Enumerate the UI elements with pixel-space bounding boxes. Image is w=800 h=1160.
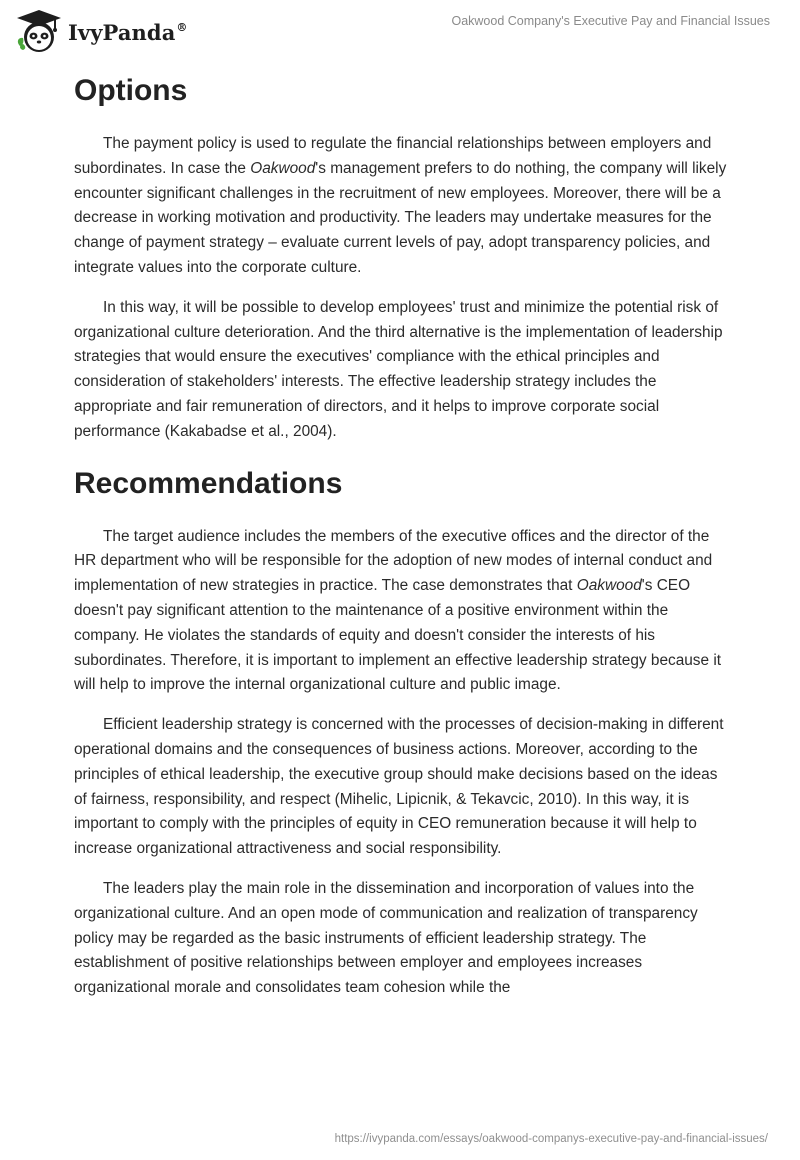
- company-name-emphasis: Oakwood: [250, 159, 316, 177]
- paragraph-text: 's management prefers to do nothing, the company will likely encounter significant challenges in the recruitment of new employees. Moreover, there will be a decrease in working motivation and productivity. The leaders may undertake measures for the change of payment strategy – evaluate current levels of pay, adopt transparency policies, and integrate values into the corporate culture.: [74, 159, 727, 276]
- paragraph-text: The target audience includes the members of the executive offices and the director of the HR department who will be responsible for the adoption of new modes of internal conduct and implementation of new strategies in practice. The case demonstrates that: [74, 527, 713, 595]
- document-title: Oakwood Company's Executive Pay and Financial Issues: [451, 14, 770, 28]
- recommendations-paragraph-1: [74, 525, 734, 699]
- ivypanda-logo[interactable]: [14, 8, 188, 54]
- essay-content: [74, 70, 734, 1016]
- options-paragraph-2: In this way, it will be possible to develop employees' trust and minimize the potential risk of organizational culture deterioration. And the third alternative is the implementation of leadership strategies that would ensure the executives' compliance with the ethical principles and consideration of stakeholders' interests. The effective leadership strategy includes the appropriate and fair remuneration of directors, and it helps to improve corporate social performance (Kakabadse et al., 2004).: [74, 298, 723, 440]
- section-heading-options: Options: [74, 74, 188, 107]
- logo-text: IvyPanda: [68, 19, 176, 45]
- paragraph-text: 's CEO doesn't pay significant attention to the maintenance of a positive environment within the company. He violates the standards of equity and doesn't consider the interests of his subordinates. Therefore, it is important to implement an effective leadership strategy because it will help to improve the internal organizational culture and public image.: [74, 577, 722, 694]
- registered-mark: ®: [176, 20, 188, 34]
- panda-graduate-icon: [14, 8, 64, 54]
- section-heading-recommendations: Recommendations: [74, 466, 343, 500]
- recommendations-paragraph-2: Efficient leadership strategy is concerned with the processes of decision-making in different operational domains and the consequences of business actions. Moreover, according to the principles of ethical leadership, the executive group should make decisions based on the ideas of fairness, responsibility, and respect (Mihelic, Lipicnik, & Tekavcic, 2010). In this way, it is important to comply with the principles of equity in CEO remuneration because it will help to increase organizational attractiveness and social responsibility.: [74, 716, 724, 858]
- page-header: [0, 0, 800, 60]
- recommendations-paragraph-3: The leaders play the main role in the dissemination and incorporation of values into the organizational culture. And an open mode of communication and realization of transparency policy may be regarded as the basic instruments of efficient leadership strategy. The establishment of positive relationships between employer and employees increases organizational morale and consolidates team cohesion while the: [74, 879, 698, 997]
- company-name-emphasis: Oakwood: [576, 577, 642, 595]
- source-url[interactable]: https://ivypanda.com/essays/oakwood-companys-executive-pay-and-financial-issues/: [334, 1133, 768, 1145]
- options-paragraph-1: [74, 132, 734, 281]
- paragraph-text: The payment policy is used to regulate the financial relationships between employers and subordinates. In case the: [74, 135, 712, 177]
- logo-wordmark: [68, 20, 188, 45]
